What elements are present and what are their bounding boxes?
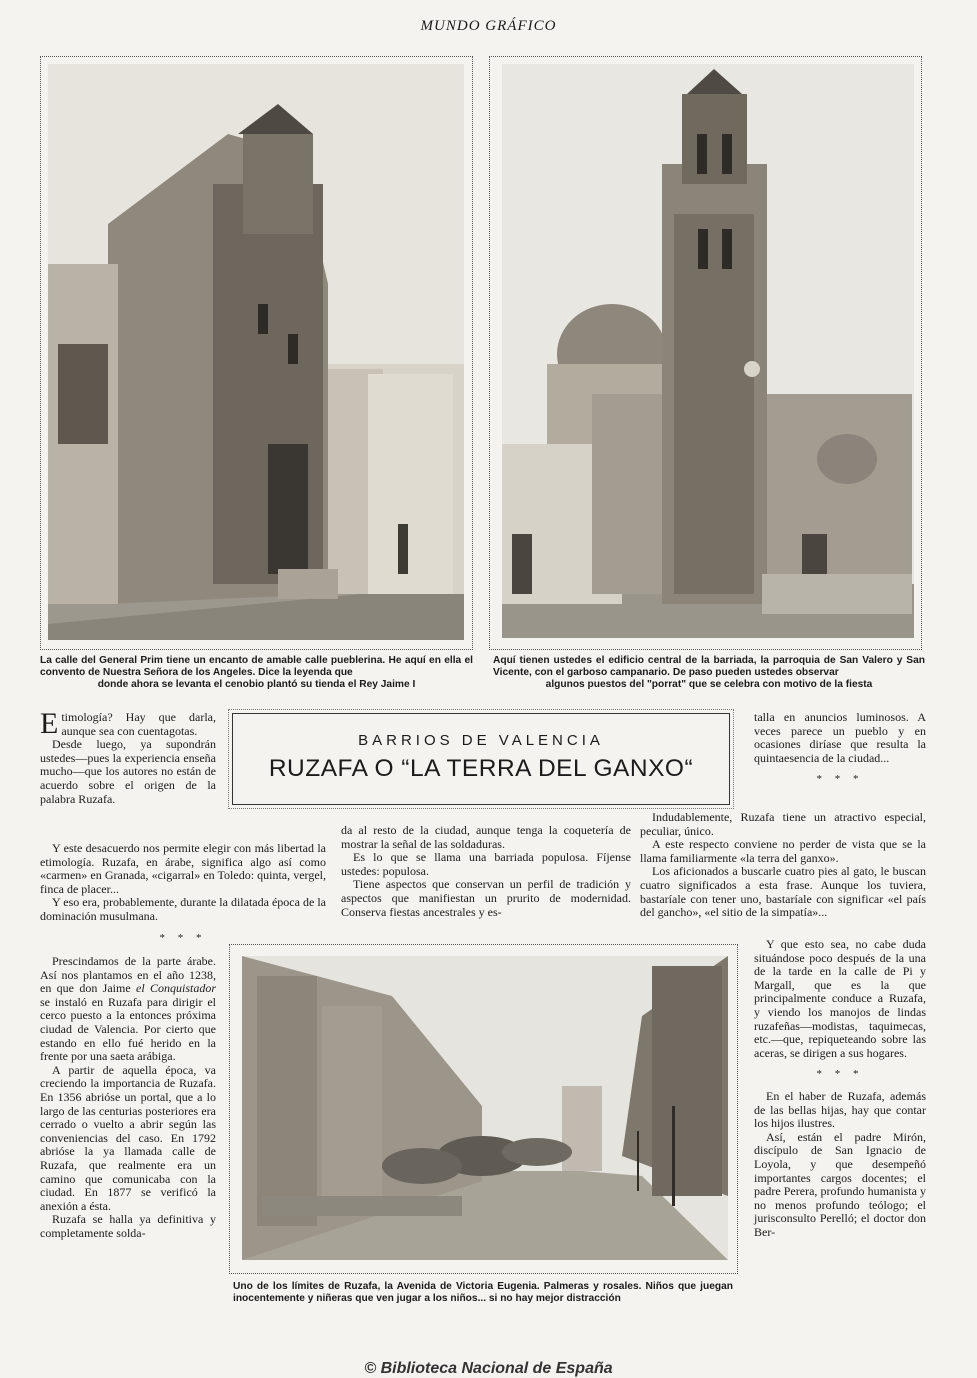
column-3-lower bbox=[754, 938, 926, 1239]
column-3-upper bbox=[754, 711, 926, 795]
col1-paragraph-2: Desde luego, ya supondrán ustedes—pues la experiencia enseña mucho—que los autores no están de acuerdo sobre el origen de la palabra Ruzafa. bbox=[40, 737, 216, 806]
column-1-lower bbox=[40, 955, 216, 1240]
col1-paragraph-6: A partir de aquella época, va creciendo la importancia de Ruzafa. En 1356 abrióse un portal, que a lo largo de las centurias posteriores era cerrado o vuelto a abrir según las conveniencias del caso. En 1792 abrióse la ya llamada calle de Ruzafa, que realmente era un camino que comunicaba con la ciudad. En 1877 se verificó la anexión a ésta. bbox=[40, 1062, 216, 1213]
copyright-footer: © Biblioteca Nacional de España bbox=[364, 1360, 613, 1377]
col3-paragraph-7: Así, están el padre Mirón, discípulo de San Ignacio de Loyola, y que desempeñó importantes cargos docentes; el padre Perera, profundo humanista y no menos profundo teólogo; el jurisconsulto Perelló; el doctor don Ber- bbox=[754, 1129, 926, 1239]
photo-church-caption-text: Aquí tienen ustedes el edificio central de la barriada, la parroquia de San Valero y San Vicente, con el garboso campanario. De paso pueden ustedes observar bbox=[493, 655, 925, 678]
section-divider: * * * bbox=[816, 1068, 864, 1081]
col3-paragraph-2: Indudablemente, Ruzafa tiene un atractivo especial, peculiar, único. bbox=[640, 810, 926, 838]
col2-paragraph-3: Tiene aspectos que conservan un perfil de tradición y aspectos que manifiestan un prurito de modernidad. Conserva fiestas ancestrales y es- bbox=[341, 877, 631, 919]
col1-paragraph-7: Ruzafa se halla ya definitiva y completamente solda- bbox=[40, 1212, 216, 1240]
section-divider: * * * bbox=[159, 931, 207, 944]
photo-church-caption-last: algunos puestos del "porrat" que se celebra con motivo de la fiesta bbox=[545, 679, 873, 690]
column-3 bbox=[640, 811, 926, 920]
photo-church bbox=[502, 64, 914, 638]
avenue-image bbox=[242, 956, 728, 1260]
photo-avenue-caption: Uno de los límites de Ruzafa, la Avenida de Victoria Eugenia. Palmeras y rosales. Niños que juegan inocentemente y niñeras que ven jugar a los niños... si no hay mejor distracción bbox=[233, 1281, 733, 1304]
photo-church-caption bbox=[493, 655, 925, 691]
photo-convent-caption-text: La calle del General Prim tiene un encanto de amable calle pueblerina. He aquí en ella el convento de Nuestra Señora de los Angeles. Dice la leyenda que bbox=[40, 655, 473, 678]
col1-paragraph-1: Etimología? Hay que darla, aunque sea con cuentagotas. bbox=[40, 707, 216, 740]
conquistador-epithet: el Conquistador bbox=[136, 981, 217, 996]
article-headline: RUZAFA O “LA TERRA DEL GANXO“ bbox=[268, 755, 694, 782]
article-title-box bbox=[232, 713, 730, 805]
photo-convent-caption-last: donde ahora se levanta el cenobio plantó su tienda el Rey Jaime I bbox=[97, 679, 416, 690]
col1-paragraph-4: Y eso era, probablemente, durante la dilatada época de la dominación musulmana. bbox=[40, 895, 326, 923]
photo-avenue bbox=[242, 956, 728, 1260]
column-1-wide bbox=[40, 842, 326, 953]
col3-paragraph-5: Y que esto sea, no cabe duda situándose poco después de la una de la tarde en la calle de Pi y Margall, que es la que principalmente conduce a Ruzafa, y viendo los manojos de lindas ruzafeñas—modistas, taquimecas, etc.—que, repiqueteando sobre las aceras, se dirigen a sus hogares. bbox=[754, 937, 926, 1060]
column-1 bbox=[40, 707, 216, 806]
column-2 bbox=[341, 824, 631, 919]
masthead: MUNDO GRÁFICO bbox=[420, 18, 557, 34]
col3-paragraph-3: A este respecto conviene no perder de vista que se la llama familiarmente «la terra del ganxo». bbox=[640, 837, 926, 865]
dropcap: E bbox=[40, 707, 59, 740]
church-image bbox=[502, 64, 914, 638]
section-divider: * * * bbox=[816, 773, 864, 786]
col3-paragraph-1: talla en anuncios luminosos. A veces parece un pueblo y en ocasiones diríase que resulta la quintaesencia de la ciudad... bbox=[754, 710, 926, 765]
col2-paragraph-1: da al resto de la ciudad, aunque tenga la coquetería de mostrar la señal de las soldaduras. bbox=[341, 823, 631, 851]
col3-paragraph-6: En el haber de Ruzafa, además de las bellas hijas, hay que contar los hijos ilustres. bbox=[754, 1088, 926, 1131]
col2-paragraph-2: Es lo que se llama una barriada populosa. Fíjense ustedes: populosa. bbox=[341, 850, 631, 878]
col3-paragraph-4: Los aficionados a buscarle cuatro pies al gato, le buscan cuatro significados a esta frase. Aunque los tuviera, bastaríale con tener uno, bastaríale con significar «el país del gancho», «el sitio de la simpatía»... bbox=[640, 864, 926, 920]
photo-convent-caption bbox=[40, 655, 473, 691]
col1-paragraph-5: Prescindamos de la parte árabe. Así nos plantamos en el año 1238, en que don Jaime el Conquistador se instaló en Ruzafa para dirigir el cerco puesto a la entonces próxima ciudad de Valencia. Por cierto que estando en ello fué herido en la frente por una saeta arábiga. bbox=[40, 954, 217, 1064]
col1-paragraph-3: Y este desacuerdo nos permite elegir con más libertad la etimología. Ruzafa, en árabe, significa algo así como «carmen» en Granada, «cigarral» en Toledo: quinta, vergel, finca de placer... bbox=[40, 841, 326, 896]
photo-convent bbox=[48, 64, 464, 640]
convent-image bbox=[48, 64, 464, 640]
article-kicker: BARRIOS DE VALENCIA bbox=[358, 732, 604, 749]
